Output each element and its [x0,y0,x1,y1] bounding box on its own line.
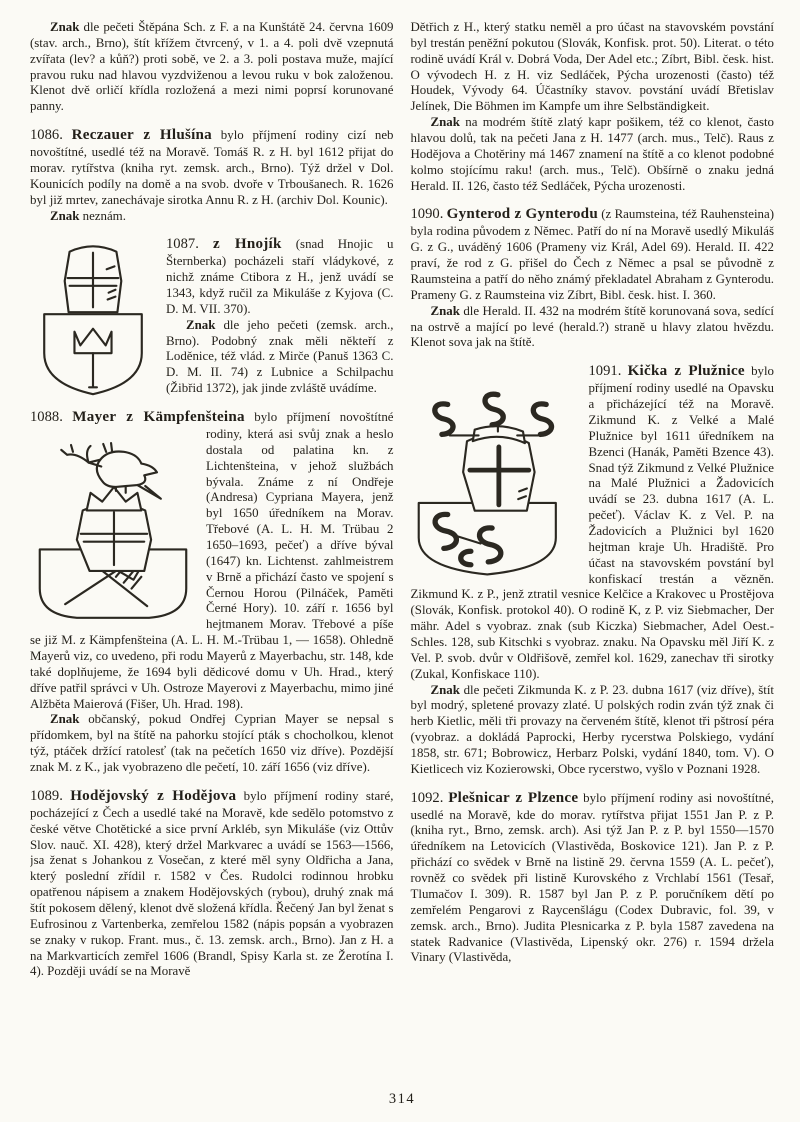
entry-1086-reczauer [30,126,394,224]
page-number: 314 [388,1091,416,1107]
heraldic-drawing-hnojik [30,240,156,400]
znak-lead-label: Znak [430,303,460,318]
znak-lead-label: Znak [50,20,80,34]
entry-body-text: (z Raumsteina, též Rauhensteina) byla rodina původem z Němec. Patří do ní na Moravě usedlý Mikuláš G. z G., uváděný 1606 (Prameny viz Král, Adel 69). Herald. II. 422 praví, že rod z G. přišel do Čech z Němec a psal se původně z Raumsteina a patří do něho známý překladatel Abraham z Gynterodu. Prameny G. z Raumsteina viz Zíbrt, Bibl. česk. hist. I. 360. [410,207,774,302]
entry-1088-mayer [30,408,394,776]
znak-text: dle jeho pečeti (zemsk. arch., Brno). Podobný znak měli někteří z Loděnice, též vlád. z Mirče (Panuš 1363 C. D. M. II. 74) z Lubnice a Schilpachu (Žibřid 1372), jak jinde zvláště uvádíme. [166,317,394,396]
paragraph-znak-continuation [30,20,394,115]
entry-number: 1088. [30,409,63,426]
coat-of-arms-hnojik-helm-crown-staff [30,240,156,400]
entry-family-name: Plešnicar z Plzence [448,789,579,806]
entry-number: 1089. [30,787,63,804]
entry-number: 1090. [410,206,444,223]
heraldic-drawing-kicka [411,367,579,581]
paragraph-hodejovsky-continuation [411,20,775,115]
continuation-text: Dětřich z H., který statku neměl a pro účast na stavovském povstání byl trestán peněžní pokutou (Slovák, Konfisk. prot. 50). Literat. o této rodině uvádí Král v. Dobrá Voda, Der Adel etc.; Zíbrt, Bibl. česk. hist. O vývodech H. z H. viz Sedláček, Pýcha urozenosti (často) též Houdek, Vývody 64. Účastníky stavov. povstání uvádí Břetislav Jelínek, Die Böhmen im Kampfe um ihre Selbständigkeit. [410,20,774,114]
znak-text: neznám. [82,208,126,223]
znak-text: občanský, pokud Ondřej Cyprian Mayer se nepsal s přídomkem, byl na štítě na pahorku stojící pták s chocholkou, klenot týž, ptáček držící ratolesť (tak na pečetích 1650 viz dříve). Pozdější znak M. z K., jak vyobrazeno dle pečetí, 10. září 1656 (viz dříve). [30,712,394,775]
entry-1090-znak-paragraph [411,304,775,352]
entry-1089-paragraph [30,787,394,980]
znak-lead-label: Znak [430,682,460,697]
entry-body-text: bylo příjmení rodiny cizí neb novoštítné, usedlé též na Moravě. Tomáš R. z H. byl 1612 přijat do morav. rytířstva (kniha ryt. zemsk. arch., Brno). Týž držel v Dol. Kounicích podíly na domě a na svob. dvoře v Trboušanech. R. 1626 byl již mrtev, zanechávaje sirotka Annu R. z H. (archiv Dol. Kounic). [30,128,394,207]
entry-1092-paragraph [411,789,775,967]
left-column [30,20,394,1079]
znak-text: na modrém štítě zlatý kapr pošikem, též co klenot, často hlavou dolů, tak na pečeti Jana z H. 1477 (arch. mus., Telč). Raus z Hodějova a Chotěriny má 1467 znamení na štítě a co klenot podobné kolmo stojícímu raku! (arch. mus., Telč). Obšírně o znaku jedná Herald. II. 126, často též Sedláček, Pýcha urozenosti. [410,115,774,193]
entry-1090-paragraph [411,205,775,303]
entry-1087-paragraph [30,235,394,317]
two-column-text [30,20,774,1079]
entry-body-text: bylo příjmení rodiny asi novoštítné, usedlé na Moravě, kde do morav. rytířstva přijat 1551 Jan P. z P. (kniha ryt., Brno, zemsk. arch). Asi týž Jan P. z P. byl 1550—1570 úředníkem na Letovicích (Vlastivěda, Boskovice 121). Jan P. z P. přichází co svědek v Brně na listině 29. června 1559 (A. L. pečeť), rovněž co svědek při listině Kurovského z Vrchlabí 1561 (Tesař, Tlumačov I. 309). R. 1587 byl Jan P. z P. poručníkem dětí po zemřelém Pengarovi z Raycenšlágu (Codex Dubravic, fol. 39, v zemsk. arch., Brno). Judita Plesnicarka z P. byla 1587 zavedena na statek Radvanice (Vlastivěda, Lipenský okr. 276) r. 1594 držela Vinary (Vlastivěda, [410,790,774,965]
znak-lead-label: Znak [430,115,460,130]
entry-1091-paragraph [411,362,775,682]
entry-1090-gynterod [411,205,775,351]
entry-1088-znak-paragraph [30,712,394,775]
entry-body-text: bylo příjmení novoštítné rodiny, která asi svůj znak a heslo dostala od palatina kn. z Lichtenšteina, v jehož službách bývala. Známe z ní Ondřeje (Andresa) Cypriana Mayera, jenž byl 1650 úředníkem na Morav. Třebové (A. L. H. M. Trübau 2 1650–1693, pečeť) a dříve býval (1647) kn. Lichtenst. zahlmeistrem v Brně a přichází často ve spojení s Černou Horou (Pilnáček, Paměti Černé Hory). 10. září r. 1656 byl hejtmanem Morav. Třebové a píše se již M. z Kämpfenšteina (A. L. H. M.-Trübau 1, — 1658). Ohledně Mayerů viz, co uvedeno, při rodu Mayerů z Mayerbachu, str. 148, kde také doplňujeme, že 1694 byli dědicové domu v Uh. Hrad., který dříve patřil správci v Uh. Ostroze Mayerovi z Mayerbachu, mimo jiné Alžběta Maierová (Fišer, Uh. Hrad. 198). [30,410,394,711]
entry-1086-paragraph [30,126,394,208]
znak-lead-label: Znak [186,317,216,332]
entry-family-name: Gynterod z Gynterodu [446,206,598,223]
entry-body-text: (snad Hnojic u Šternberka) pocházeli staří vládykové, z nichž známe Ctibora z H., jenž uvádí se 1343, když ručil za Mikuláše z Kyjova (C. D. M. VII. 370). [166,237,394,316]
entry-1089-hodejovsky [30,787,394,980]
entry-family-name: Reczauer z Hlušína [71,127,212,144]
entry-1091-kicka [411,362,775,777]
entry-number: 1092. [410,789,444,806]
entry-number: 1091. [588,363,622,380]
entry-family-name: Mayer z Kämpfenšteina [72,409,245,426]
coat-of-arms-mayer-bird-helm-hammers [30,432,196,624]
znak-continuation-text: dle pečeti Štěpána Sch. z F. a na Kunštátě 24. června 1609 (stav. arch., Brno), štít křížem čtvrcený, v 1. a 4. poli dvě vzepnutá zvířata (lev? a kůň?) proti sobě, ve 2. a 3. poli postava muže, mající pravou ruku nad hlavou vyzdviženou a levou ruku v bok založenou. Klenot dvě orličí křídla rozložená a mezi nimi poprsí korunované panny. [30,20,394,114]
entry-number: 1086. [30,127,63,144]
entry-body-text: bylo příjmení rodiny staré, pocházející z Čech a usedlé také na Moravě, kde sedělo potomstvo z české větve Chotětické a sice první Arkléb, syn Mikuláše (viz Ottův Slov. nauč. XI. 428), který držel Markvarec a uvádí se 1563—1566, jsa ženat s Johankou z Vosečan, z které měl syny Oldřicha a Jana, který poslední zřídil r. 1582 v Čes. Rudolci rodinnou hrobku opatřenou nápisem a znakem Hodějovských (rybou), druhý znak má štít pokosem dělený, klenot dvě složená křídla. Řečený Jan byl ženat s Eufrosinou z Vartenberka, zemřelou 1582 (nápis popsán a vyobrazen se znaky v rukop. Frant. mus., č. 13. zemsk. arch., Brno). Jan z H. a na Markvarticích zemřel 1606 (Brandl, Spisy Karla st. ze Žerotína I. 4). Později uvádí se na Moravě [30,788,394,979]
entry-number: 1087. [166,236,199,253]
znak-lead-label: Znak [50,712,80,727]
right-column [411,20,775,1079]
znak-lead-label: Znak [50,208,80,223]
entry-family-name: z Hnojík [212,236,282,253]
znak-text: dle pečeti Zikmunda K. z P. 23. dubna 1617 (viz dříve), štít byl modrý, spletené provazy zlaté. U polských rodin zván týž znak či herb Kietlic, měli tři provazy na červeném štítě, klenot tři pštrosí péra (vyobraz. a dokládá Paprocki, Herby rycerstwa Polskiego, vydání 1858, str. 671; Bobrowicz, Herbarz Polski, vydání 1840, tom. V). O Kietlicech viz Kozierowski, Obce rycerstwo, vyšlo v Poznani 1928. [410,682,774,776]
entry-family-name: Kička z Plužnice [627,363,745,380]
entry-1092-plesnicar [411,789,775,967]
znak-text: dle Herald. II. 432 na modrém štítě korunovaná sova, sedící na ostrvě a mající po levé (herald.?) straně u hlavy zlatou hvězdu. Klenot sova jak na štítě. [410,303,774,350]
heraldic-drawing-mayer [30,432,196,624]
entry-1087-hnojik [30,235,394,397]
entry-family-name: Hodějovský z Hodějova [70,787,237,804]
coat-of-arms-kicka-helm-rope-knots [411,367,579,581]
entry-1088-paragraph [30,408,394,712]
entry-body-text: bylo příjmení rodiny usedlé na Opavsku a přicházející též na Moravě. Zikmund K. z Velké a Malé Plužnice byl 1611 úředníkem na Bzenci (Hanák, Paměti Bzence 43). Snad týž Zikmund z Velké Plužnice na Malé Plužnici a Žadovicích uvádí se 23. dubna 1617 (A. L. pečeť). Václav K. z Vel. P. na Žadovicích a Plužnici byl 1620 hejtman kraje Uh. Hradiště. Pro účast na stavovském povstání byl konfiskací trestán a vězněn. Zikmund K. z P., jenž ztratil vesnice Kelčice a Krakovec u Prostějova (Slovák, Konfisk. protokol 40). O rodině K, z P. viz Siebmacher, Der mähr. Adel s vyobraz. znak (sub Kiczka) Siebmacher, Adel Oest.-Schles. 128, sub Kitschki s vyobraz. znaku. Na Opavsku měl Jiří K. z Vel. P. svob. dvůr v Oldřišově, zemřel kol. 1629, zanechav tři sirotky (Zukal, Konfiskace 110). [410,364,774,681]
entry-1091-znak-paragraph [411,683,775,778]
paragraph-znak-hodejov [411,115,775,194]
entry-1086-znak-paragraph [30,209,394,225]
